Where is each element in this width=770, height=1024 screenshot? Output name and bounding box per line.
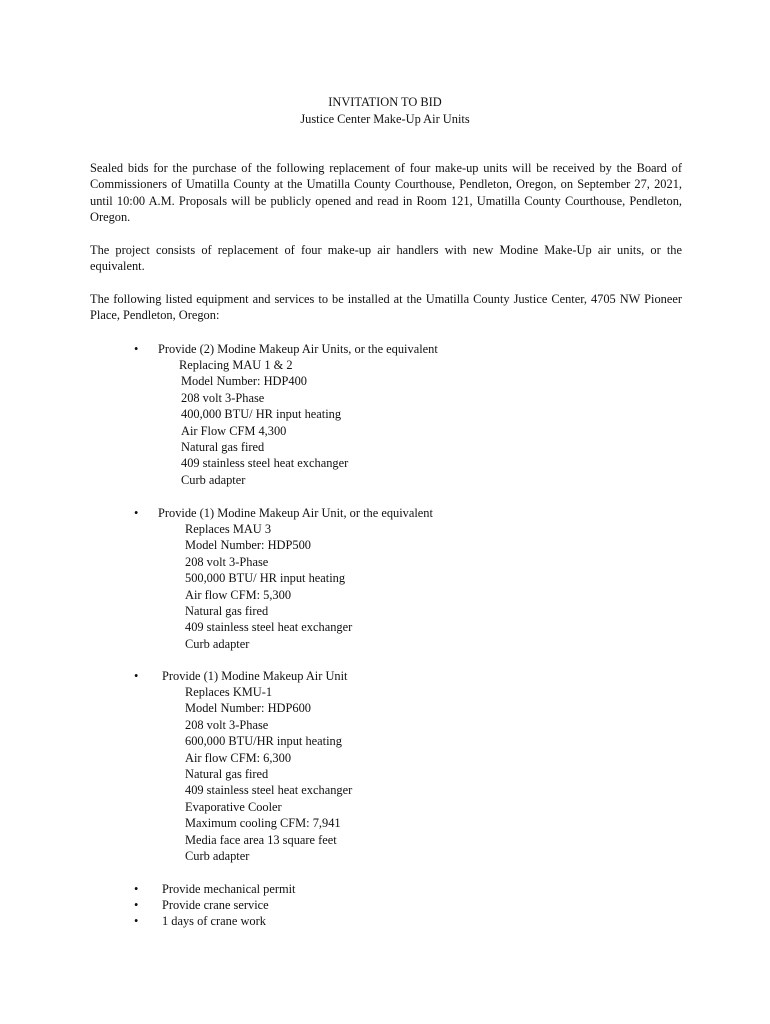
service-item: Provide mechanical permit [162, 882, 296, 896]
spec-line: 208 volt 3-Phase [185, 554, 269, 569]
spec-line: 500,000 BTU/ HR input heating [185, 571, 346, 586]
service-item: Provide crane service [162, 898, 269, 912]
spec-line: Curb adapter [185, 636, 250, 651]
spec-line: Evaporative Cooler [185, 799, 282, 814]
spec-line: Replaces KMU-1 [185, 685, 273, 699]
bullet-icon: • [134, 506, 139, 520]
spec-line: 208 volt 3-Phase [181, 390, 265, 405]
spec-line: Replaces MAU 3 [185, 522, 272, 536]
spec-line: 600,000 BTU/HR input heating [185, 734, 342, 749]
spec-line: 409 stainless steel heat exchanger [185, 620, 353, 635]
spec-line: 208 volt 3-Phase [185, 717, 269, 732]
spec-line: Replacing MAU 1 & 2 [179, 358, 293, 372]
spec-line: 400,000 BTU/ HR input heating [181, 407, 342, 422]
list-item [134, 668, 654, 868]
bullet-icon: • [134, 898, 139, 912]
list-item [134, 897, 434, 914]
bullet-icon: • [134, 914, 139, 928]
spec-line: 409 stainless steel heat exchanger [185, 783, 353, 798]
item-heading: Provide (1) Modine Makeup Air Unit [162, 669, 348, 683]
spec-line: Curb adapter [181, 472, 246, 487]
list-item [134, 505, 654, 655]
spec-line: Media face area 13 square feet [185, 832, 337, 847]
list-item [134, 341, 654, 491]
spec-list [179, 357, 348, 488]
list-item [134, 881, 434, 898]
bullet-icon: • [134, 669, 139, 683]
bullet-icon: • [134, 342, 139, 356]
spec-line: Curb adapter [185, 848, 250, 863]
bullet-icon: • [134, 882, 139, 896]
spec-line: Air Flow CFM 4,300 [181, 423, 287, 438]
spec-list [185, 684, 352, 864]
paragraph-bid-details: Sealed bids for the purchase of the following replacement of four make-up units will be received by the Board of Commissioners of Umatilla County at the Umatilla County Courthouse, Pendleton, Oregon, on September 27, 2021, until 10:00 A.M. Proposals will be publicly opened and read in Room 121, Umatilla County Courthouse, Pendleton, Oregon. [90, 161, 682, 225]
spec-line: Air flow CFM: 6,300 [185, 750, 292, 765]
spec-line: Model Number: HDP500 [185, 538, 311, 553]
spec-list [185, 521, 352, 652]
document-title: INVITATION TO BID [328, 95, 442, 109]
paragraph-equipment-intro: The following listed equipment and services to be installed at the Umatilla County Justice Center, 4705 NW Pioneer Place, Pendleton, Oregon: [90, 292, 682, 323]
item-heading: Provide (2) Modine Makeup Air Units, or the equivalent [158, 342, 438, 356]
spec-line: Natural gas fired [181, 439, 265, 454]
spec-line: Natural gas fired [185, 603, 269, 618]
item-heading: Provide (1) Modine Makeup Air Unit, or the equivalent [158, 506, 433, 520]
spec-line: 409 stainless steel heat exchanger [181, 456, 349, 471]
spec-line: Model Number: HDP600 [185, 701, 311, 716]
spec-line: Air flow CFM: 5,300 [185, 587, 292, 602]
spec-line: Maximum cooling CFM: 7,941 [185, 816, 341, 831]
spec-line: Natural gas fired [185, 766, 269, 781]
service-item: 1 days of crane work [162, 914, 266, 928]
paragraph-project-scope: The project consists of replacement of four make-up air handlers with new Modine Make-Up air units, or the equivalent. [90, 243, 682, 274]
document-subtitle: Justice Center Make-Up Air Units [300, 112, 470, 126]
list-item [134, 913, 434, 930]
spec-line: Model Number: HDP400 [181, 374, 307, 389]
